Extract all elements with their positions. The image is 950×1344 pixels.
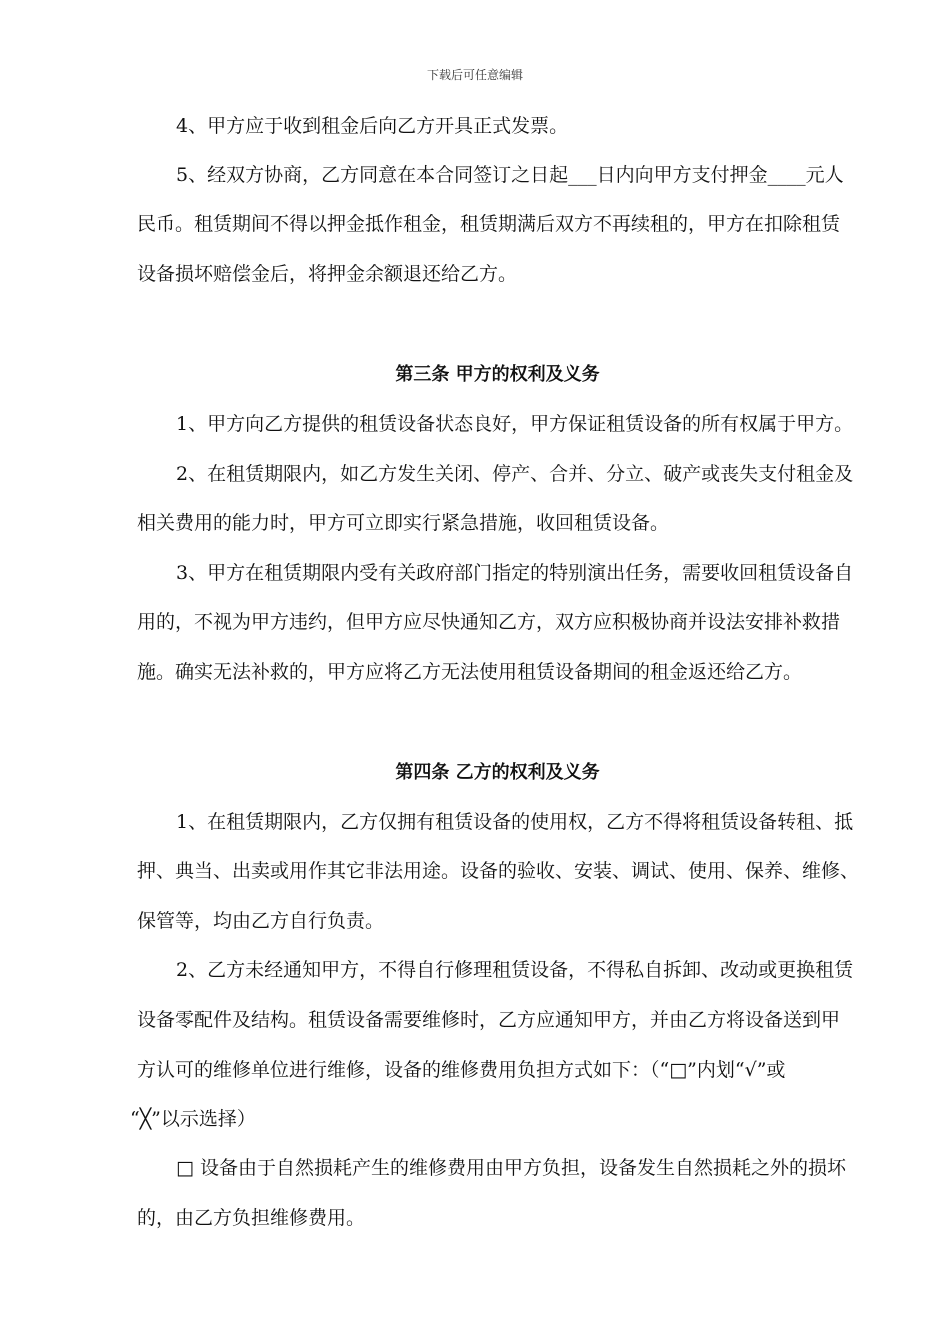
section-heading-article-4: 第四条 乙方的权利及义务 [395, 762, 600, 783]
clause-3-item-3-line-2: 用的，不视为甲方违约，但甲方应尽快通知乙方，双方应积极协商并设法安排补救措 [137, 611, 841, 633]
clause-2-item-4: 4、甲方应于收到租金后向乙方开具正式发票。 [176, 115, 569, 137]
clause-2-item-5-line-1: 5、经双方协商，乙方同意在本合同签订之日起___日内向甲方支付押金____元人 [176, 164, 844, 186]
clause-4-item-1-line-3: 保管等，均由乙方自行负责。 [137, 910, 385, 932]
clause-3-item-3-line-3: 施。确实无法补救的，甲方应将乙方无法使用租赁设备期间的租金返还给乙方。 [137, 661, 803, 683]
clause-4-item-1-line-1: 1、在租赁期限内，乙方仅拥有租赁设备的使用权，乙方不得将租赁设备转租、抵 [176, 811, 854, 833]
checkbox-option-1-line-2: 的，由乙方负担维修费用。 [137, 1207, 366, 1229]
clause-2-item-5-line-3: 设备损坏赔偿金后，将押金余额退还给乙方。 [137, 263, 518, 285]
clause-3-item-3-line-1: 3、甲方在租赁期限内受有关政府部门指定的特别演出任务，需要收回租赁设备自 [176, 562, 854, 584]
clause-3-item-2-line-2: 相关费用的能力时，甲方可立即实行紧急措施，收回租赁设备。 [137, 512, 670, 534]
clause-3-item-1: 1、甲方向乙方提供的租赁设备状态良好，甲方保证租赁设备的所有权属于甲方。 [176, 413, 854, 435]
clause-4-item-2-line-4: “╳”以示选择） [130, 1108, 256, 1130]
clause-4-item-2-line-2: 设备零配件及结构。租赁设备需要维修时，乙方应通知甲方，并由乙方将设备送到甲 [137, 1009, 841, 1031]
clause-4-item-2-line-3: 方认可的维修单位进行维修，设备的维修费用负担方式如下：（“□”内划“√”或 [137, 1059, 786, 1081]
page-header: 下载后可任意编辑 [426, 68, 523, 82]
clause-3-item-2-line-1: 2、在租赁期限内，如乙方发生关闭、停产、合并、分立、破产或丧失支付租金及 [176, 463, 854, 485]
clause-4-item-2-line-1: 2、乙方未经通知甲方，不得自行修理租赁设备，不得私自拆卸、改动或更换租赁 [176, 959, 854, 981]
clause-4-item-1-line-2: 押、典当、出卖或用作其它非法用途。设备的验收、安装、调试、使用、保养、维修、 [137, 860, 860, 882]
clause-2-item-5-line-2: 民币。租赁期间不得以押金抵作租金，租赁期满后双方不再续租的，甲方在扣除租赁 [137, 213, 841, 235]
section-heading-article-3: 第三条 甲方的权利及义务 [395, 364, 600, 385]
checkbox-option-1-line-1: □ 设备由于自然损耗产生的维修费用由甲方负担，设备发生自然损耗之外的损坏 [176, 1157, 846, 1179]
